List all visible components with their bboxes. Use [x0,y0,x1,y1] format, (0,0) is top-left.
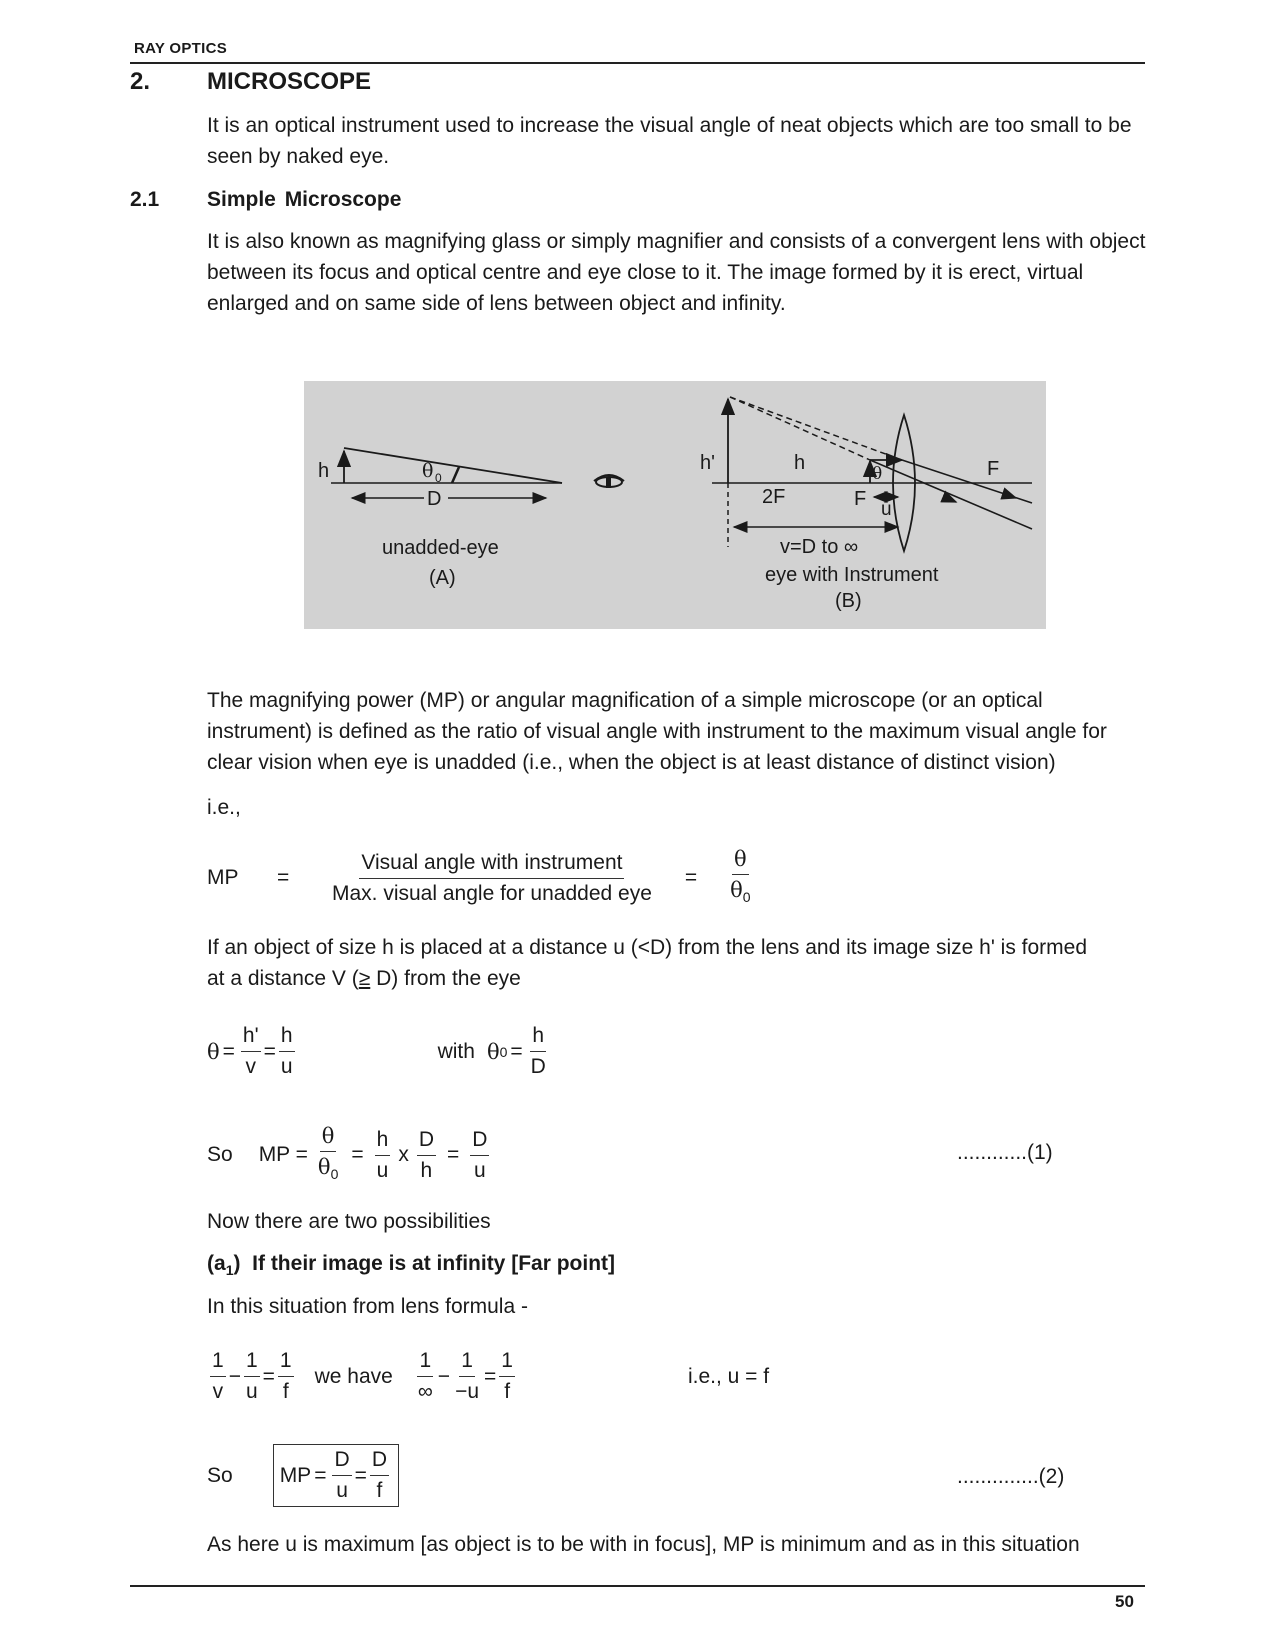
case-a1-heading: $(a_1)$ If their image is at infinity [Far point] [207,1252,616,1279]
svg-text:F: F [987,458,1000,480]
closing-paragraph: As here u is maximum [as object is to be with in focus], MP is minimum and as in this situation [207,1533,1080,1556]
object-paragraph: If an object of size h is placed at a distance u (<D) from the lens and its image size h' is formed at a distance V (≥ D) from the eye [207,936,1088,990]
equation-1-tag: ............(1) [957,1141,1053,1164]
ie-label: i.e., [207,796,241,819]
running-head: RAY OPTICS [134,40,228,57]
equation-2: So MP = $\frac{D}{u}$ = $\frac{D}{f}$ [207,1444,399,1507]
svg-text:θ: θ [422,460,434,482]
svg-text:unadded-eye: unadded-eye [382,537,499,559]
subsection-number: 2.1 [130,188,160,211]
page-number: 50 [1115,1592,1134,1611]
subsection-title: Simple Microscope [207,188,402,211]
header-rule [130,62,1145,64]
svg-text:θ: θ [872,464,883,484]
boxed-mp-formula: MP = $\frac{D}{u}$ = $\frac{D}{f}$ [273,1444,399,1507]
mp-definition-paragraph: The magnifying power (MP) or angular magnification of a simple microscope (or an optical instrument) is defined as the ratio of visual angle with instrument to the maximum visual angle for clear vision when eye is unadded (i.e., when the object is at least distance of distinct vision) [207,689,1107,774]
svg-text:h': h' [700,452,715,474]
svg-text:2F: 2F [762,486,786,508]
svg-text:u: u [881,499,892,520]
svg-text:D: D [427,488,442,510]
svg-text:eye with Instrument: eye with Instrument [765,564,939,586]
svg-text:F: F [854,488,867,510]
eye-icon [594,475,624,488]
possibilities-text: Now there are two possibilities [207,1210,491,1233]
svg-text:(A): (A) [429,567,456,589]
svg-text:h: h [794,452,806,474]
ray-diagram-figure [304,381,1046,629]
diagram-b-with-instrument [700,397,1032,612]
mp-definition-equation: MP = $\frac{\text{Visual angle with instrument}}{\text{Max. visual angle for unadded eye}}$ = $\frac{\theta}{\theta_0}$ [207,847,751,906]
equation-2-tag: ..............(2) [957,1465,1065,1488]
theta-equation: θ = $\frac{h'}{v}$ = $\frac{h}{u}$ with θ 0 = $\frac{h}{D}$ [207,1024,546,1078]
footer-rule [130,1585,1145,1587]
svg-text:(B): (B) [835,590,862,612]
lens-formula-equation: $\frac{1}{v}$ − $\frac{1}{u}$ = $\frac{1}{f}$ we have $\frac{1}{\infty}$ − $\frac{1}{-u}$ = $\frac{1}{f}$ i.e., u = f [212,1349,770,1403]
subsection-paragraph: It is also known as magnifying glass or simply magnifier and consists of a convergent lens with object between its focus and optical centre and eye close to it. The image formed by it is erect, virtual enlarged and on same side of lens between object and infinity. [207,230,1146,315]
section-intro: It is an optical instrument used to increase the visual angle of neat objects which are too small to be seen by naked eye. [207,114,1132,168]
section-title: MICROSCOPE [207,68,372,95]
svg-text:v=D to ∞: v=D to ∞ [780,536,859,558]
lens-formula-intro: In this situation from lens formula - [207,1295,528,1318]
svg-text:0: 0 [435,471,442,485]
section-number: 2. [130,68,151,95]
svg-text:h: h [318,460,330,482]
diagram-a-unaided-eye [318,448,624,589]
equation-1: So MP = $\frac{\theta}{\theta_0}$ = $\frac{h}{u}$ x $\frac{D}{h}$ = $\frac{D}{u}$ [207,1124,488,1183]
